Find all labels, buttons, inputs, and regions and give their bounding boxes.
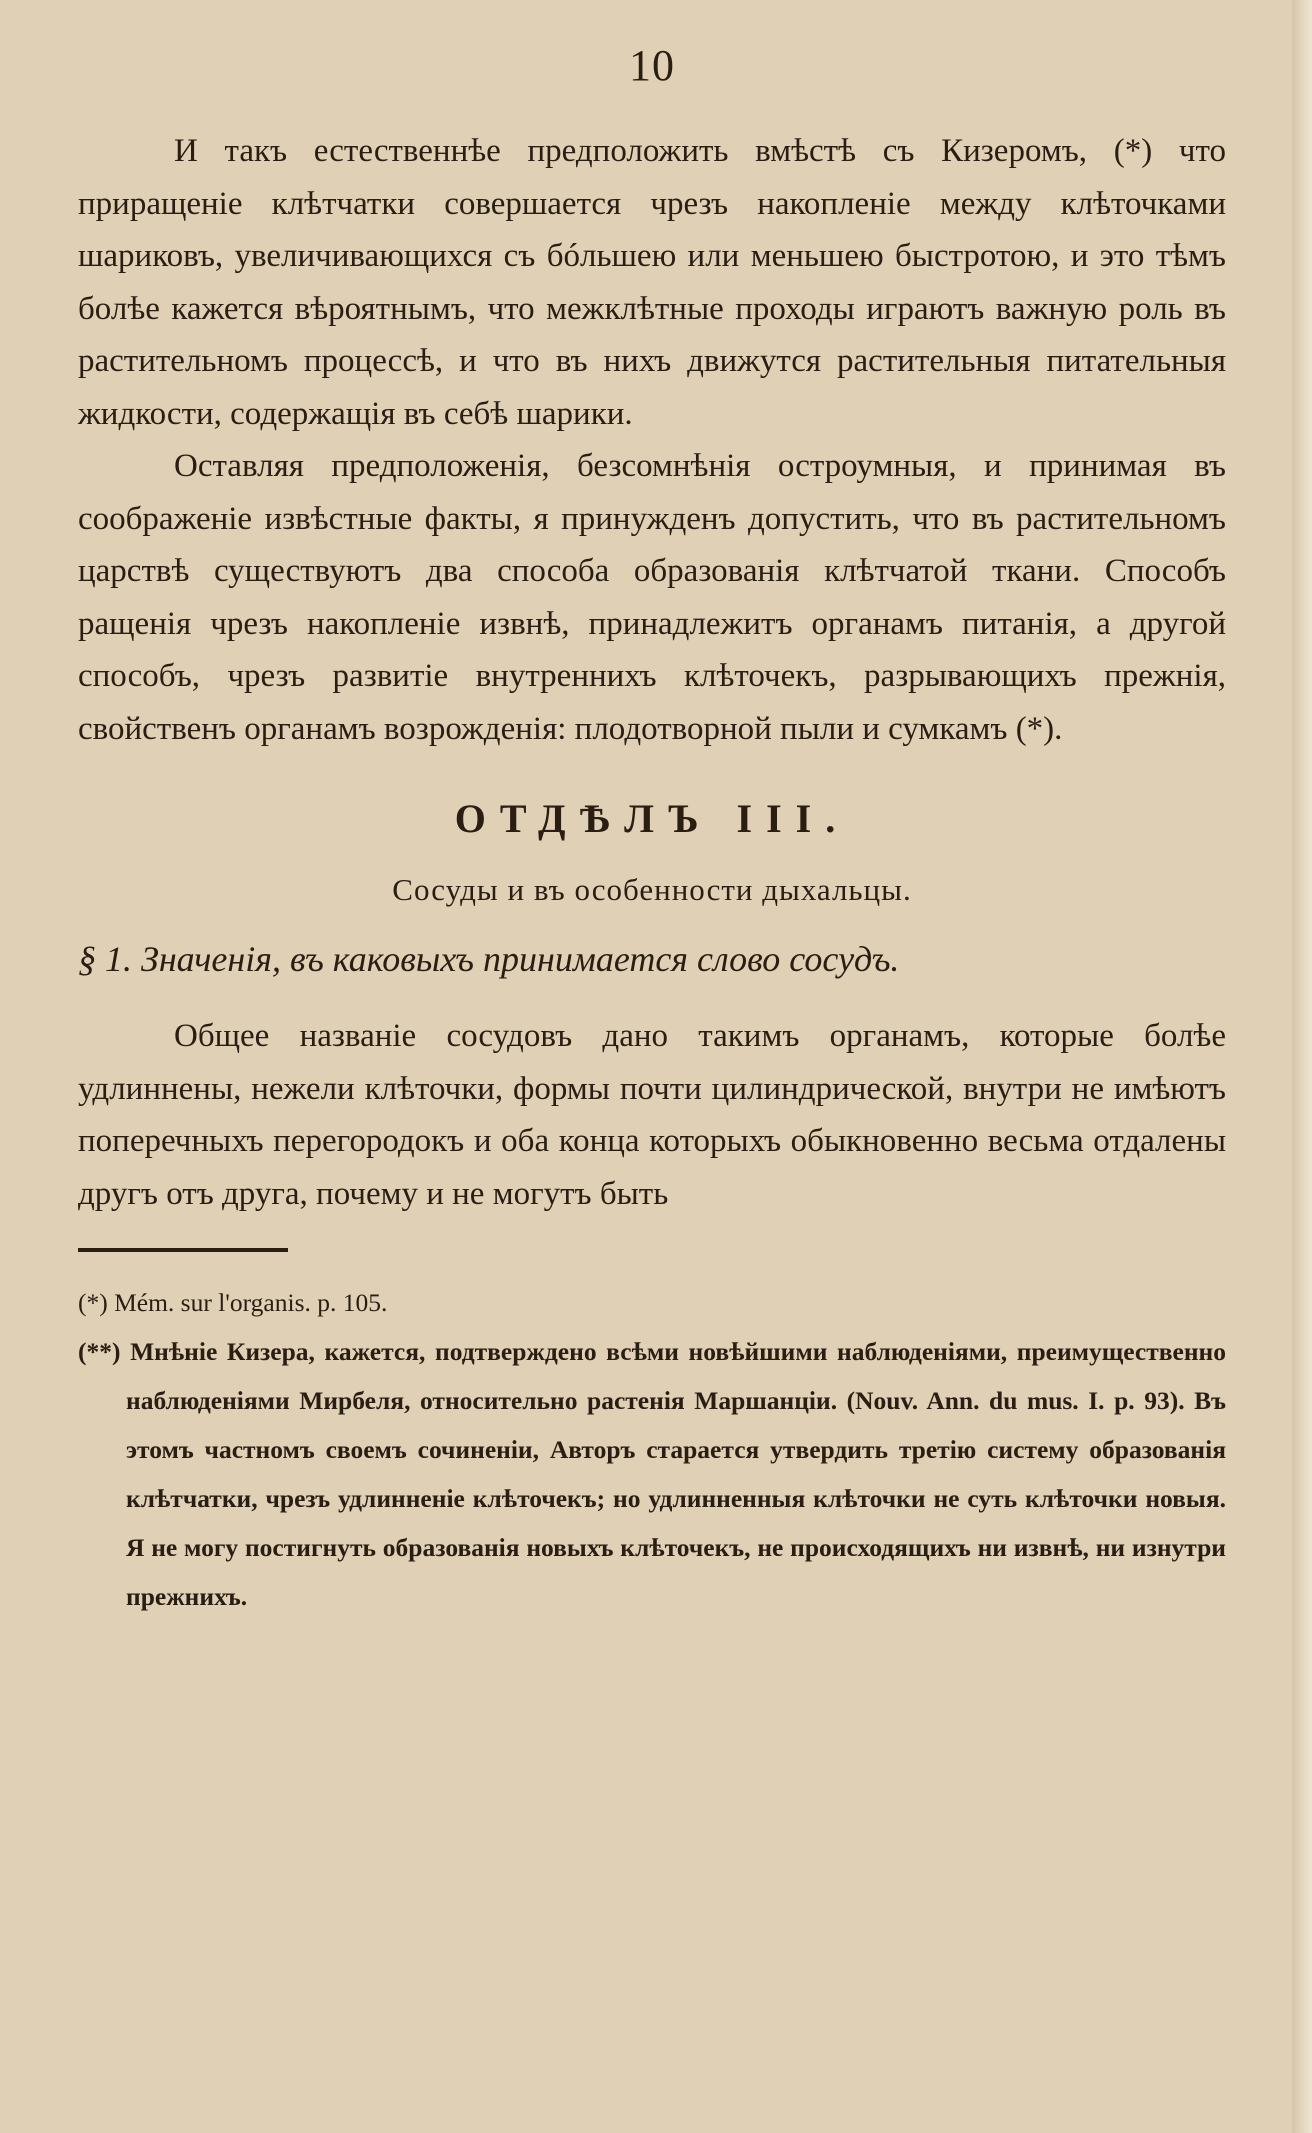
book-page — [78, 40, 1226, 1621]
paragraph-heading: § 1. Значенія, въ каковыхъ принимается слово сосудъ. — [78, 939, 900, 979]
paragraph-kieser: И такъ естественнѣе предположить вмѣстѣ съ Кизеромъ, (*) что приращеніе клѣтчатки совершается чрезъ накопленіе между клѣточками шариковъ, увеличивающихся съ бóльшею или меньшею быстротою, и это тѣмъ болѣе кажется вѣроятнымъ, что межклѣтные проходы играютъ важную роль въ растительномъ процессѣ, и что въ нихъ движутся растительныя питательныя жидкости, содержащія въ себѣ шарики. — [78, 133, 1226, 432]
section-heading: ОТДѢЛЪ III. — [454, 796, 850, 841]
footnote-2: (**) Мнѣніе Кизера, кажется, подтверждено всѣми новѣйшими наблюденіями, преимущественно наблюденіями Мирбеля, относительно растенія Маршанціи. (Nouv. Ann. du mus. I. p. 93). Въ этомъ частномъ своемъ сочиненіи, Авторъ старается утвердить третію систему образованія клѣтчатки, чрезъ удлинненіе клѣточекъ; но удлинненныя клѣточки не суть клѣточки новыя. Я не могу постигнуть образованія новыхъ клѣточекъ, не происходящихъ ни извнѣ, ни изнутри прежнихъ. — [78, 1337, 1226, 1611]
page-edge — [1292, 0, 1312, 2133]
section-subheading: Сосуды и въ особенности дыхальцы. — [392, 872, 912, 907]
footnote-divider — [78, 1248, 288, 1252]
footnote-1: (*) Mém. sur l'organis. p. 105. — [78, 1288, 388, 1317]
page-number: 10 — [629, 41, 675, 90]
paragraph-two-methods: Оставляя предположенія, безсомнѣнія остроумныя, и принимая въ соображеніе извѣстные факты, я принужденъ допустить, что въ растительномъ царствѣ существуютъ два способа образованія клѣтчатой ткани. Способъ ращенія чрезъ накопленіе извнѣ, принадлежитъ органамъ питанія, а другой способъ, чрезъ развитіе внутреннихъ клѣточекъ, разрывающихъ прежнія, свойственъ органамъ возрожденія: плодотворной пыли и сумкамъ (*). — [78, 448, 1226, 747]
paragraph-vessels: Общее названіе сосудовъ дано такимъ органамъ, которые болѣе удлиннены, нежели клѣточки, формы почти цилиндрической, внутри не имѣютъ поперечныхъ перегородокъ и оба конца которыхъ обыкновенно весьма отдалены другъ отъ друга, почему и не могутъ быть — [78, 1018, 1226, 1212]
